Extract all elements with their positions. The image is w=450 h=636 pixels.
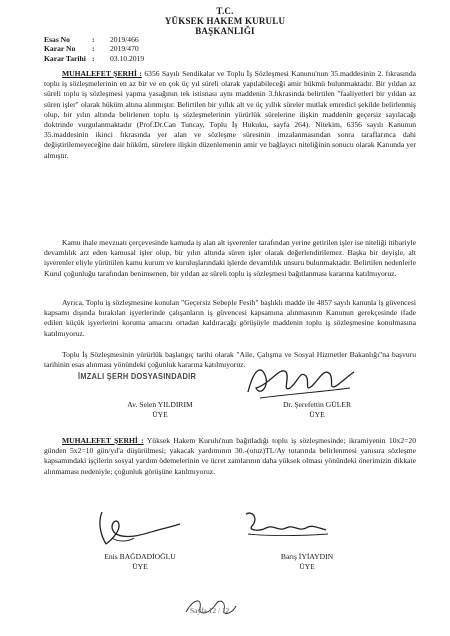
- signer-name: Dr. Şerefettin GÜLER: [282, 400, 352, 409]
- meta-value: 2019/466: [110, 35, 139, 44]
- signer-role: ÜYE: [152, 409, 168, 419]
- dissent1-paragraph-1: [44, 69, 416, 161]
- signer-role: ÜYE: [299, 561, 315, 571]
- signer-bagdadioglu: [70, 552, 210, 571]
- header-line-court: YÜKSEK HAKEM KURULU: [164, 16, 286, 26]
- signer-name: Barış İYİAYDIN: [280, 552, 334, 561]
- meta-value: 2019/470: [110, 44, 139, 54]
- signer-guler: [262, 400, 372, 419]
- meta-value: 03.10.2019: [110, 53, 145, 63]
- dissent2-heading: MUHALEFET ŞERHİ :: [62, 436, 144, 445]
- dissent1-paragraph-2: Kamu ihale mevzuatı çerçevesinde kamuda iş alan alt işverenler tarafından yerine getirilen işler ise niteliği itibariyle devamlılık arz eden kamusal işler olup, bir yılın altında süren işler olarak değerlendirilemez. Başka bir deyişle, alt işverenler eliyle yürütülen kamu kurum ve kuruluşlarındaki işlerde devamlılık unsuru bulunmaktadır. Belirtilen nedenlerle Kurul çoğunluğu tarafından benimsenen, bir yıldan az süreli toplu iş sözleşmesi bağıtlanması kararına katılmıyoruz.: [44, 238, 416, 278]
- signed-dissent-stamp: İMZALI ŞERH DOSYASINDADIR: [78, 371, 197, 382]
- meta-colon: :: [92, 35, 95, 44]
- signature-bagdadioglu-icon: [88, 508, 184, 550]
- meta-row-decision-date: [44, 54, 144, 63]
- header-line-presidency: BAŞKANLIĞI: [195, 26, 255, 36]
- dissent2-text-1: Yüksek Hakem Kurulu'nun bağıtladığı toplu iş sözleşmesinde; ikramiyenin 10x2=20 günden 5x2=10 gün/yıl'a düşürülmesi; yakacak yardımının 30.-(otuz)TL/Ay tutarında belirlenmesi yanısıra sözleşme kapsamındaki işçilerin sosyal yardım ödemelerinin ve ücret zamlarının daha yüksek olması yönündeki önerimizin dikkate alınmaması nedeniyle; çoğunluk görüşüne katılmıyoruz.: [44, 436, 416, 476]
- dissent2-paragraph-1: [44, 436, 416, 477]
- signer-name: Enis BAĞDADİOĞLU: [104, 552, 176, 561]
- signature-iyiaydin-icon: [238, 506, 334, 546]
- meta-colon: :: [92, 53, 95, 63]
- document-header: [0, 6, 450, 36]
- signer-name: Av. Selen YILDIRIM: [127, 400, 193, 409]
- dissent1-text-1: 6356 Sayılı Sendikalar ve Toplu İş Sözleşmesi Kanunu'nun 35.maddesinin 2. fıkrasında toplu iş sözleşmelerinin en az bir ve en çok üç yıl süreli olarak yapılabileceği amir hükmü bulunmaktadır. Bir yıldan az süreli toplu iş sözleşmesi yapma yasağının tek istisnası aynı maddenin 3.fıkrasında belirtilen "faaliyetleri bir yıldan az süren işler" olarak hüküm altına alınmıştır. Belirtilen bir yıllık alt ve üç yıllık süreler mutlak emredici şekilde belirlenmiş olup, bir yılın altında belirlenen toplu iş sözleşmelerinin yürürlük sürelerine ilişkin maddenin geçersiz sayılacağı doktrinde vurgulanmaktadır (Prof.Dr.Can Tuncay, Toplu İş Hukuku, sayfa 264). Nitekim, 6356 sayılı Kanunun 35.maddesinin ikinci fıkrasında yer alan ve sözleşme süresinin imzalanmasından sonra taraflarınca dahi değiştirilemeyeceğine dair hüküm, sürelere ilişkin düzenlemenin amir ve bağlayıcı niteliğinin sonucu olarak Kanunda yer almıştır.: [44, 69, 416, 160]
- meta-row-decision-no: [44, 44, 144, 53]
- signature-guler-icon: [240, 358, 360, 402]
- case-meta: [44, 35, 144, 63]
- page-number: Sayfa 12 / 12: [190, 606, 230, 615]
- meta-colon: :: [92, 44, 95, 54]
- signer-role: ÜYE: [132, 561, 148, 571]
- signer-role: ÜYE: [309, 409, 325, 419]
- signer-yildirim: [100, 400, 220, 419]
- dissent1-paragraph-3: Ayrıca, Toplu iş sözleşmesine konulan "Geçersiz Sebeple Fesih" başlıklı madde ile 4857 sayılı kanunla iş güvencesi kapsamı dışında bırakılan işyerlerinde çalışanların iş güvencesi kapsamına alınmasının Kanunun gerekçesinde ifade edilen küçük işyerlerini koruma amacını ortadan kaldıracağı görüşüyle maddenin toplu iş sözleşmesine konulmasına katılmıyoruz.: [44, 298, 416, 338]
- meta-label: Esas No: [44, 35, 70, 44]
- dissent1-paragraph-4: Toplu İş Sözleşmesinin yürürlük başlangıç tarihi olarak "Aile, Çalışma ve Sosyal Hizmetler Bakanlığı"na başvuru tarihinin esas alınması yönündeki çoğunluk kararına katılmıyoruz.: [44, 350, 416, 370]
- meta-label: Karar Tarihi: [44, 53, 86, 63]
- meta-label: Karar No: [44, 44, 76, 54]
- meta-row-case-no: [44, 35, 144, 44]
- dissent1-heading: MUHALEFET ŞERHİ :: [62, 69, 142, 78]
- signer-iyiaydin: [252, 552, 362, 571]
- header-line-tc: T.C.: [216, 6, 234, 16]
